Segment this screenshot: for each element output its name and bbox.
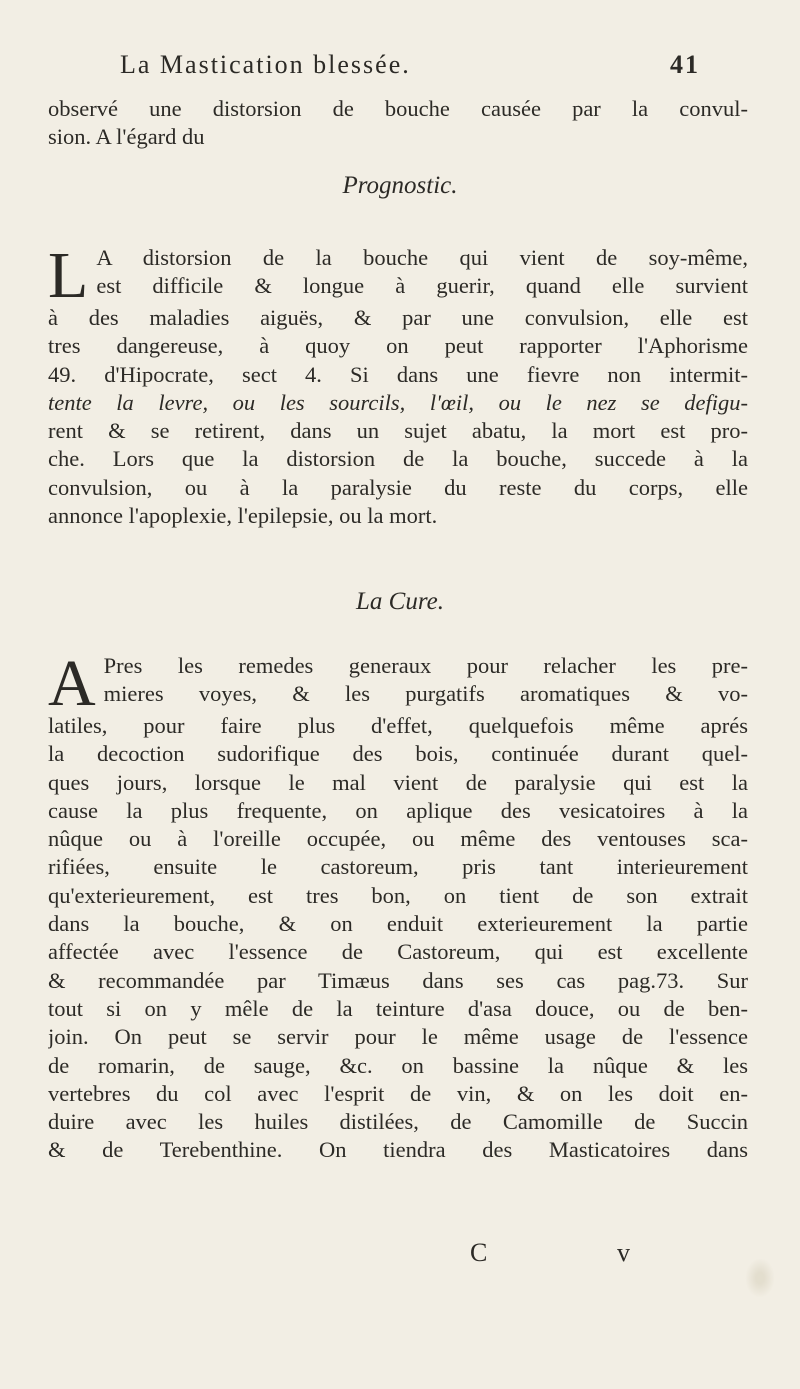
text-line: convulsion, ou à la paralysie du reste du corps, elle (48, 474, 748, 500)
text-line: tente la levre, ou les sourcils, l'œil, ou le nez se defigu- (48, 389, 748, 415)
page-number: 41 (670, 50, 700, 79)
text-line: rent & se retirent, dans un sujet abatu, la mort est pro- (48, 418, 748, 444)
paper-stain (745, 1258, 775, 1298)
text-line: annonce l'apoplexie, l'epilepsie, ou la mort. (48, 503, 438, 529)
text-line: 49. d'Hipocrate, sect 4. Si dans une fievre non intermit- (48, 361, 748, 387)
text-line: latiles, pour faire plus d'effet, quelquefois même aprés (48, 713, 748, 738)
text-line: à des maladies aiguës, & par une convulsion, elle est (48, 305, 748, 330)
text-line: nûque ou à l'oreille occupée, ou même des ventouses sca- (48, 826, 748, 852)
prognostic-paragraph (48, 239, 748, 530)
text-line: affectée avec l'essence de Castoreum, qui est excellente (48, 939, 748, 965)
intro-paragraph (48, 95, 748, 152)
text-line: rifiées, ensuite le castoreum, pris tant interieurement (48, 854, 748, 880)
text-line: Pres les remedes generaux pour relacher les pre- (103, 653, 748, 678)
catchword-text: v (617, 1238, 630, 1267)
text-line: ques jours, lorsque le mal vient de paralysie qui est la (48, 769, 748, 795)
running-title: La Mastication blessée. (120, 50, 411, 79)
text-line: & recommandée par Timæus dans ses cas pag.73. Sur (48, 967, 748, 993)
drop-cap: L (48, 239, 89, 312)
text-line: & de Terebenthine. On tiendra des Masticatoires dans (48, 1137, 748, 1163)
text-line: che. Lors que la distorsion de la bouche, succede à la (48, 446, 748, 472)
catchword (470, 1238, 630, 1268)
text-line: mieres voyes, & les purgatifs aromatiques & vo- (103, 681, 748, 707)
cure-paragraph (48, 647, 748, 1165)
text-line: observé une distorsion de bouche causée par la convul- (48, 96, 748, 121)
text-line: tout si on y mêle de la teinture d'asa douce, ou de ben- (48, 995, 748, 1021)
text-line: duire avec les huiles distilées, de Camomille de Succin (48, 1109, 748, 1135)
text-line: vertebres du col avec l'esprit de vin, & on les doit en- (48, 1080, 748, 1106)
section-heading-cure: La Cure. (356, 588, 444, 615)
running-head (120, 50, 700, 80)
text-line: sion. A l'égard du (48, 124, 205, 150)
text-line: est difficile & longue à guerir, quand elle survient (96, 273, 748, 299)
text-line: A distorsion de la bouche qui vient de soy-même, (96, 245, 748, 270)
text-line: dans la bouche, & on enduit exterieurement la partie (48, 911, 748, 937)
drop-cap: A (48, 647, 96, 720)
text-line: join. On peut se servir pour le même usage de l'essence (48, 1024, 748, 1050)
text-line: cause la plus frequente, on aplique des vesicatoires à la (48, 797, 748, 823)
text-line: qu'exterieurement, est tres bon, on tient de son extrait (48, 882, 748, 908)
text-line: tres dangereuse, à quoy on peut rapporter l'Aphorisme (48, 333, 748, 359)
section-heading-prognostic: Prognostic. (342, 172, 458, 199)
signature-mark: C (470, 1238, 488, 1267)
text-line: la decoction sudorifique des bois, continuée durant quel- (48, 741, 748, 767)
text-line: de romarin, de sauge, &c. on bassine la nûque & les (48, 1052, 748, 1078)
